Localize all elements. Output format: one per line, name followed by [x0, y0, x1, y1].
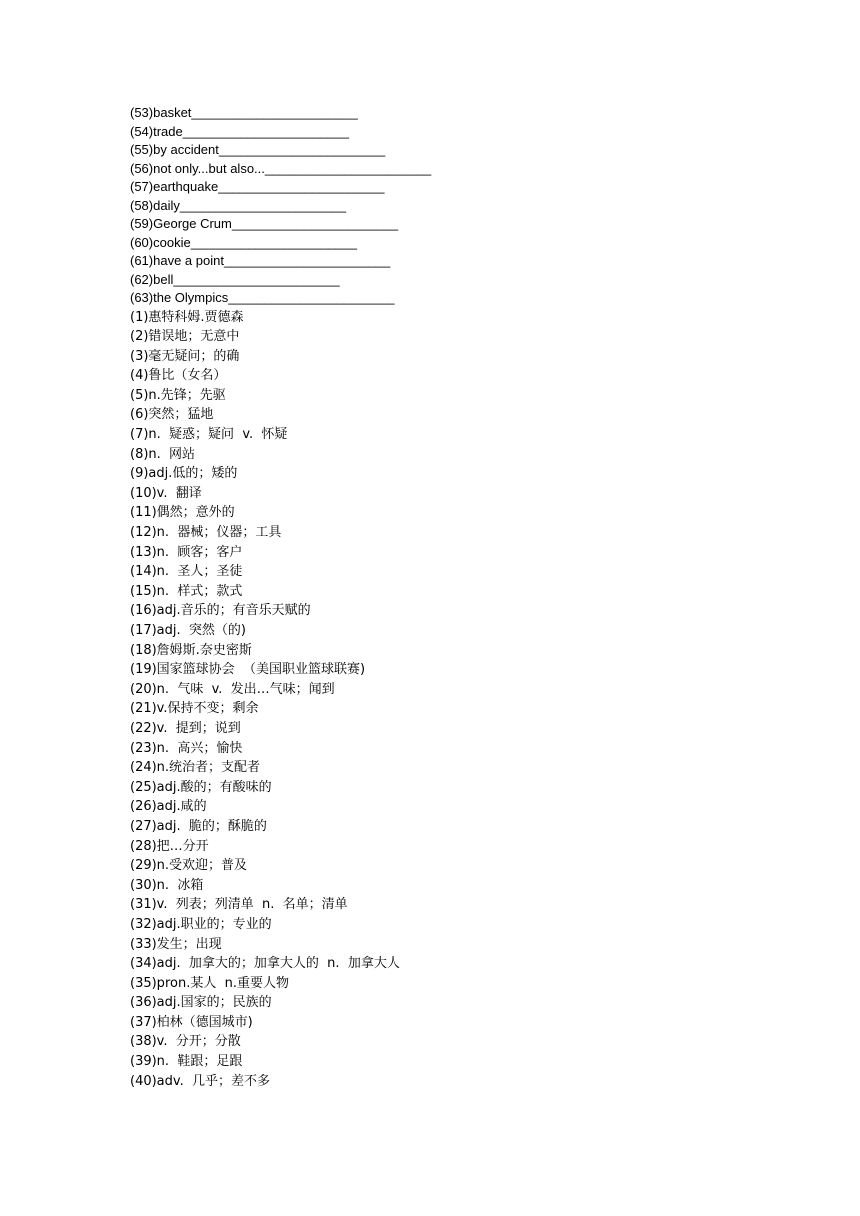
definition-item: (8)n. 网站 — [130, 446, 196, 462]
definition-item: (4)鲁比（女名） — [130, 368, 227, 384]
definition-item: (28)把…分开 — [130, 838, 209, 854]
definition-item: (3)毫无疑问；的确 — [130, 348, 240, 364]
definition-item: (29)n.受欢迎；普及 — [130, 858, 248, 874]
definition-item: (22)v. 提到；说到 — [130, 720, 241, 736]
definition-item: (20)n. 气味 v. 发出…气味；闻到 — [130, 681, 335, 697]
definition-item: (2)错误地；无意中 — [130, 329, 240, 345]
definition-item: (17)adj. 突然（的) — [130, 623, 246, 638]
definition-item: (5)n.先锋；先驱 — [130, 387, 226, 403]
definition-item: (24)n.统治者；支配者 — [130, 760, 261, 776]
definition-item: (23)n. 高兴；愉快 — [130, 740, 243, 756]
definition-item: (32)adj.职业的；专业的 — [130, 916, 272, 932]
definition-item: (16)adj.音乐的；有音乐天赋的 — [130, 603, 311, 619]
definition-item: (6)突然；猛地 — [130, 407, 214, 423]
definition-item: (9)adj.低的；矮的 — [130, 466, 238, 482]
fill-in-blank-item: (54)trade_______________________ — [130, 123, 350, 139]
fill-in-blank-item: (56)not only...but also..._______________________ — [130, 160, 432, 176]
vocabulary-list — [130, 104, 770, 1091]
definition-item: (30)n. 冰箱 — [130, 877, 204, 893]
fill-in-blank-item: (62)bell_______________________ — [130, 271, 340, 287]
definition-item: (33)发生；出现 — [130, 936, 222, 952]
fill-in-blank-item: (60)cookie_______________________ — [130, 234, 357, 250]
definition-item: (35)pron.某人 n.重要人物 — [130, 975, 289, 991]
definition-item: (11)偶然；意外的 — [130, 505, 235, 521]
fill-in-blank-item: (58)daily_______________________ — [130, 197, 347, 213]
fill-in-blank-item: (55)by accident_______________________ — [130, 142, 386, 157]
definition-item: (18)詹姆斯.奈史密斯 — [130, 642, 252, 658]
definition-item: (34)adj. 加拿大的；加拿大人的 n. 加拿大人 — [130, 956, 400, 972]
definition-item: (21)v.保持不变；剩余 — [130, 701, 259, 717]
definition-item: (40)adv. 几乎；差不多 — [130, 1073, 270, 1089]
definition-item: (7)n. 疑惑；疑问 v. 怀疑 — [130, 427, 288, 443]
definition-item: (26)adj.咸的 — [130, 799, 207, 815]
definition-item: (10)v. 翻译 — [130, 485, 202, 501]
definition-item: (19)国家篮球协会 （美国职业篮球联赛) — [130, 662, 366, 678]
fill-in-blank-item: (57)earthquake_______________________ — [130, 179, 385, 194]
definition-item: (12)n. 器械；仪器；工具 — [130, 525, 282, 541]
definition-item: (36)adj.国家的；民族的 — [130, 995, 272, 1011]
fill-in-blank-item: (53)basket_______________________ — [130, 105, 358, 120]
fill-in-blank-item: (61)have a point_______________________ — [130, 253, 391, 268]
fill-in-blank-item: (63)the Olympics_______________________ — [130, 290, 395, 305]
fill-in-blank-item: (59)George Crum_______________________ — [130, 216, 399, 231]
definition-item: (14)n. 圣人；圣徒 — [130, 564, 243, 580]
definition-item: (25)adj.酸的；有酸味的 — [130, 779, 272, 795]
definition-item: (31)v. 列表；列清单 n. 名单；清单 — [130, 897, 348, 913]
definition-item: (38)v. 分开；分散 — [130, 1034, 241, 1050]
definition-item: (13)n. 顾客；客户 — [130, 544, 243, 560]
definition-item: (1)惠特科姆.贾德森 — [130, 309, 244, 325]
definition-item: (27)adj. 脆的；酥脆的 — [130, 818, 267, 834]
definition-item: (15)n. 样式；款式 — [130, 583, 243, 599]
definition-item: (39)n. 鞋跟；足跟 — [130, 1054, 243, 1070]
definition-item: (37)柏林（德国城市) — [130, 1014, 253, 1030]
